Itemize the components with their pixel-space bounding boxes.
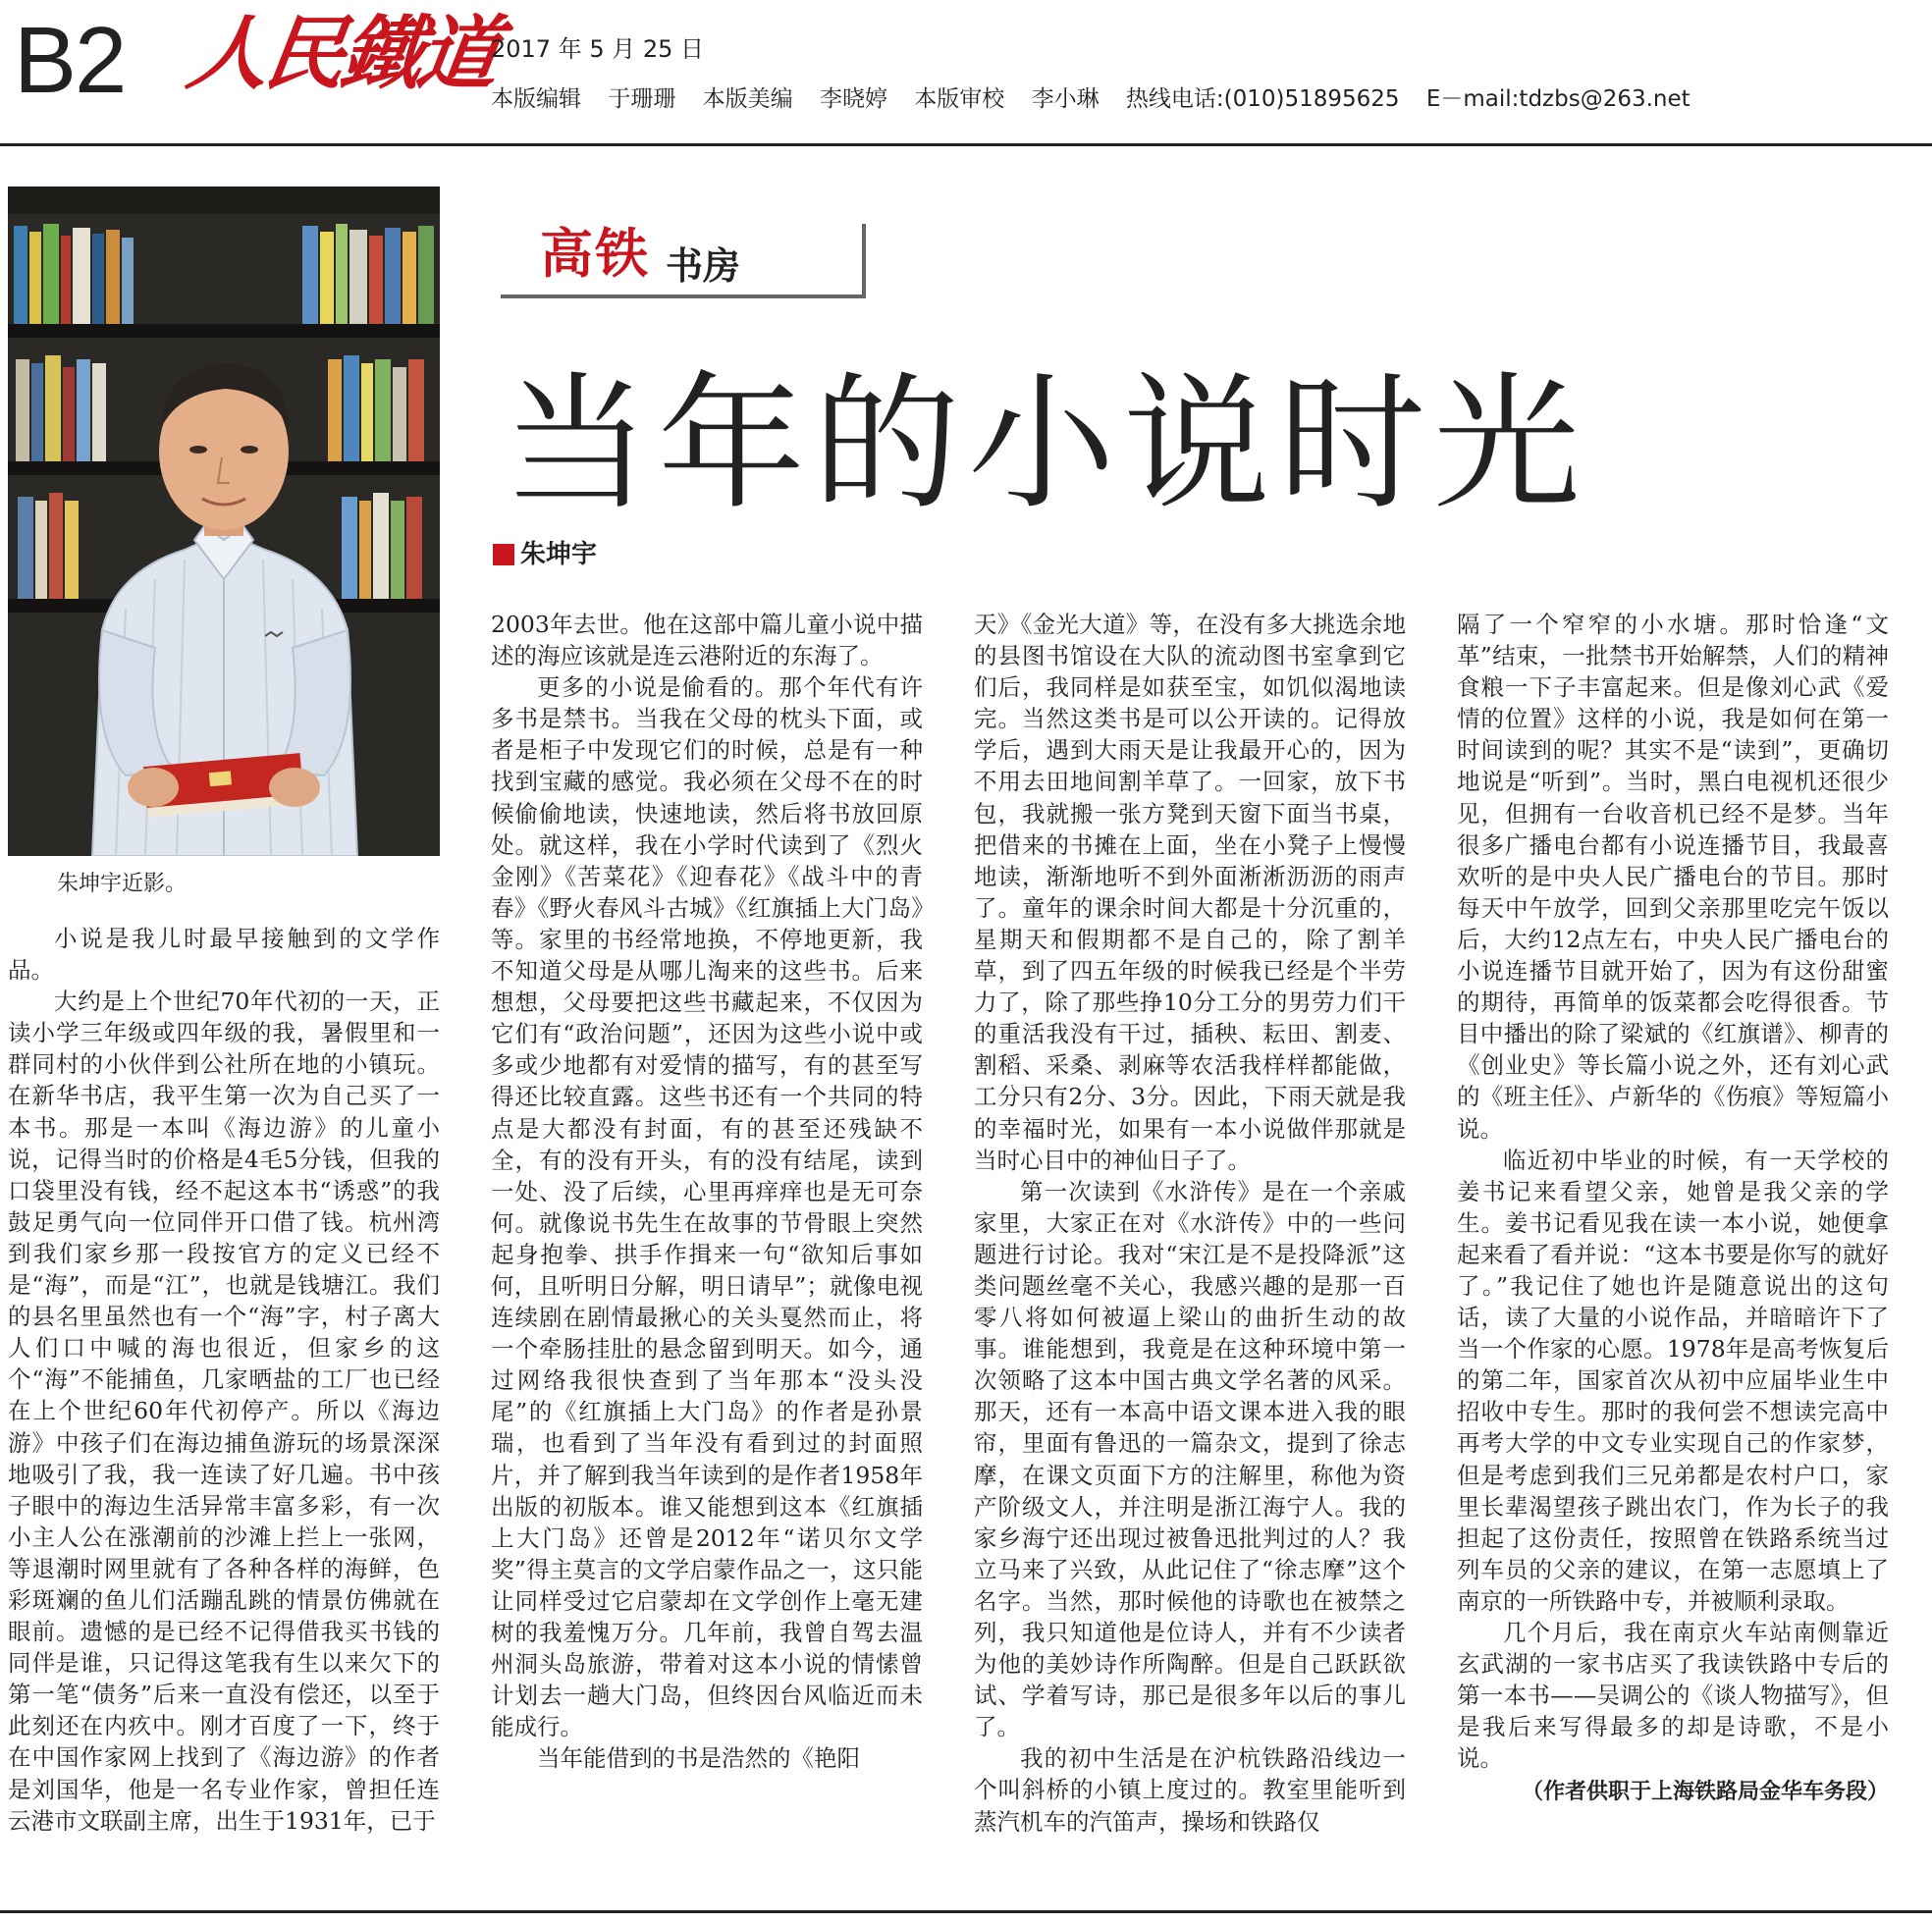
paragraph: 大约是上个世纪70年代初的一天，正读小学三年级或四年级的我，暑假里和一群同村的小伙伴到公社所在地的小镇玩。在新华书店，我平生第一次为自己买了一本书。那是一本叫《海边游》的儿童小说，记得当时的价格是4毛5分钱，但我的口袋里没有钱，经不起这本书“诱惑”的我鼓足勇气向一位同伴开口借了钱。杭州湾到我们家乡那一段按官方的定义已经不是“海”，而是“江”，也就是钱塘江。我们的县名里虽然也有一个“海”字，村子离大人们口中喊的海也很近，但家乡的这个“海”不能捕鱼，几家晒盐的工厂也已经在上个世纪60年代初停产。所以《海边游》中孩子们在海边捕鱼游玩的场景深深地吸引了我，我一连读了好几遍。书中孩子眼中的海边生活异常丰富多彩，有一次小主人公在涨潮前的沙滩上拦上一张网，等退潮时网里就有了各种各样的海鲜，色彩斑斓的鱼儿们活蹦乱跳的情景仿佛就在眼前。遗憾的是已经不记得借我买书钱的同伴是谁，只记得这笔我有生以来欠下的第一笔“债务”后来一直没有偿还，以至于此刻还在内疚中。刚才百度了一下，终于在中国作家网上找到了《海边游》的作者是刘国华，他是一名专业作家，曾担任连云港市文联副主席，出生于1931年，已于: [8, 988, 440, 1835]
author-affiliation: （作者供职于上海铁路局金华车务段）: [1521, 1779, 1889, 1805]
column-tag: [501, 224, 866, 298]
newspaper-masthead: 人民鐵道: [182, 7, 502, 101]
photo-caption: 朱坤宇近影。: [57, 872, 188, 896]
paragraph: 临近初中毕业的时候，有一天学校的姜书记来看望父亲，她曾是我父亲的学生。姜书记看见我在读一本小说，她便拿起来看了看并说：“这本书要是你写的就好了。”我记住了她也许是随意说出的这句话，读了大量的小说作品，并暗暗许下了当一个作家的心愿。1978年是高考恢复后的第二年，国家首次从初中应届毕业生中招收中专生。那时的我何尝不想读完高中再考大学的中文专业实现自己的作家梦，但是考虑到我们三兄弟都是农村户口，家里长辈渴望孩子跳出农门，作为长子的我担起了这份责任，按照曾在铁路系统当过列车员的父亲的建议，在第一志愿填上了南京的一所铁路中专，并被顺利录取。: [1457, 1146, 1889, 1615]
column-tag-sideline: [862, 224, 866, 298]
email-link[interactable]: E－mail:tdzbs@263.net: [1425, 86, 1690, 112]
article-column-1: [8, 923, 440, 1837]
column-tag-underline: [501, 294, 866, 298]
column-tag-label: 书房: [666, 244, 741, 288]
hotline: 热线电话:(010)51895625: [1125, 86, 1400, 112]
credit-label-editor: 本版编辑: [491, 86, 581, 112]
paragraph: 更多的小说是偷看的。那个年代有许多书是禁书。当我在父母的枕头下面，或者是柜子中发现它们的时候，总是有一种找到宝藏的感觉。我必须在父母不在的时候偷偷地读，快速地读，然后将书放回原处。就这样，我在小学时代读到了《烈火金刚》《苦菜花》《迎春花》《战斗中的青春》《野火春风斗古城》《红旗插上大门岛》等。家里的书经常地换，不停地更新，我不知道父母是从哪儿淘来的这些书。后来想想，父母要把这些书藏起来，不仅因为它们有“政治问题”，还因为这些小说中或多或少地都有对爱情的描写，有的甚至写得还比较直露。这些书还有一个共同的特点是大都没有封面，有的甚至还残缺不全，有的没有开头，有的没有结尾，读到一处、没了后续，心里再痒痒也是无可奈何。就像说书先生在故事的节骨眼上突然起身抱拳、拱手作揖来一句“欲知后事如何，且听明日分解，明日请早”；就像电视连续剧在剧情最揪心的关头戛然而止，将一个牵肠挂肚的悬念留到明天。如今，通过网络我很快查到了当年那本“没头没尾”的《红旗插上大门岛》的作者是孙景瑞，也看到了当年没有看到过的封面照片，并了解到我当年读到的是作者1958年出版的初版本。谁又能想到这本《红旗插上大门岛》还曾是2012年“诺贝尔文学奖”得主莫言的文学启蒙作品之一，这只能让同样受过它启蒙却在文学创作上毫无建树的我羞愧万分。几年前，我曾自驾去温州洞头岛旅游，带着对这本小说的情愫曾计划去一趟大门岛，但终因台风临近而未能成行。: [491, 673, 923, 1741]
paragraph: 第一次读到《水浒传》是在一个亲戚家里，大家正在对《水浒传》中的一些问题进行讨论。我对“宋江是不是投降派”这类问题丝毫不关心，我感兴趣的是那一百零八将如何被逼上梁山的曲折生动的故事。谁能想到，我竟是在这种环境中第一次领略了这本中国古典文学名著的风采。那天，还有一本高中语文课本进入我的眼帘，里面有鲁迅的一篇杂文，提到了徐志摩，在课文页面下方的注解里，称他为资产阶级文人，并注明是浙江海宁人。我的家乡海宁还出现过被鲁迅批判过的人？我立马来了兴致，从此记住了“徐志摩”这个名字。当然，那时候他的诗歌也在被禁之列，我只知道他是位诗人，并有不少读者为他的美妙诗作所陶醉。但是自己跃跃欲试、学着写诗，那已是很多年以后的事儿了。: [974, 1177, 1406, 1741]
paragraph: 2003年去世。他在这部中篇儿童小说中描述的海应该就是连云港附近的东海了。: [491, 611, 923, 670]
credit-designer-name: 李晓婷: [819, 86, 887, 112]
column-tag-highlight: 高铁: [540, 223, 650, 285]
article-column-2: [491, 609, 923, 1774]
byline-marker-icon: [493, 544, 514, 565]
credit-editor-name: 于珊珊: [608, 86, 676, 112]
paragraph: 几个月后，我在南京火车站南侧靠近玄武湖的一家书店买了我读铁路中专后的第一本书——吴调公的《谈人物描写》，但是我后来写得最多的却是诗歌，不是小说。: [1457, 1619, 1889, 1773]
editorial-credits: [491, 88, 1710, 111]
paragraph: 我的初中生活是在沪杭铁路沿线边一个叫斜桥的小镇上度过的。教室里能听到蒸汽机车的汽笛声，操场和铁路仅: [974, 1744, 1406, 1836]
author-name: 朱坤宇: [520, 540, 598, 569]
article-column-3: [974, 609, 1406, 1838]
byline: [493, 542, 597, 567]
credit-label-designer: 本版美编: [702, 86, 793, 112]
page-number: B2: [14, 8, 126, 113]
paragraph: 小说是我儿时最早接触到的文学作品。: [8, 925, 440, 985]
footer-divider: [0, 1910, 1932, 1913]
credit-proofreader-name: 李小琳: [1031, 86, 1100, 112]
paragraph: 当年能借到的书是浩然的《艳阳: [537, 1744, 860, 1773]
issue-date: 2017 年 5 月 25 日: [491, 35, 705, 63]
credit-label-proofreader: 本版审校: [914, 86, 1005, 112]
paragraph: 隔了一个窄窄的小水塘。那时恰逢“文革”结束，一批禁书开始解禁，人们的精神食粮一下子丰富起来。但是像刘心武《爱情的位置》这样的小说，我是如何在第一时间读到的呢？其实不是“读到”，更确切地说是“听到”。当时，黑白电视机还很少见，但拥有一台收音机已经不是梦。当年很多广播电台都有小说连播节目，我最喜欢听的是中央人民广播电台的节目。那时每天中午放学，回到父亲那里吃完午饭以后，大约12点左右，中央人民广播电台的小说连播节目就开始了，因为有这份甜蜜的期待，再简单的饭菜都会吃得很香。节目中播出的除了梁斌的《红旗谱》、柳青的《创业史》等长篇小说之外，还有刘心武的《班主任》、卢新华的《伤痕》等短篇小说。: [1457, 611, 1889, 1143]
header-divider: [0, 143, 1932, 146]
article-title: 当年的小说时光: [503, 359, 1589, 530]
author-photo: [8, 187, 440, 856]
article-column-4: [1457, 609, 1889, 1808]
paragraph: 天》《金光大道》等，在没有多大挑选余地的县图书馆设在大队的流动图书室拿到它们后，我同样是如获至宝，如饥似渴地读完。当然这类书是可以公开读的。记得放学后，遇到大雨天是让我最开心的，因为不用去田地间割羊草了。一回家，放下书包，我就搬一张方凳到天窗下面当书桌，把借来的书摊在上面，坐在小凳子上慢慢地读，渐渐地听不到外面淅淅沥沥的雨声了。童年的课余时间大都是十分沉重的，星期天和假期都不是自己的，除了割羊草，到了四五年级的时候我已经是个半劳力了，除了那些挣10分工分的男劳力们干的重活我没有干过，插秧、耘田、割麦、割稻、采桑、剥麻等农活我样样都能做，工分只有2分、3分。因此，下雨天就是我的幸福时光，如果有一本小说做伴那就是当时心目中的神仙日子了。: [974, 611, 1406, 1174]
